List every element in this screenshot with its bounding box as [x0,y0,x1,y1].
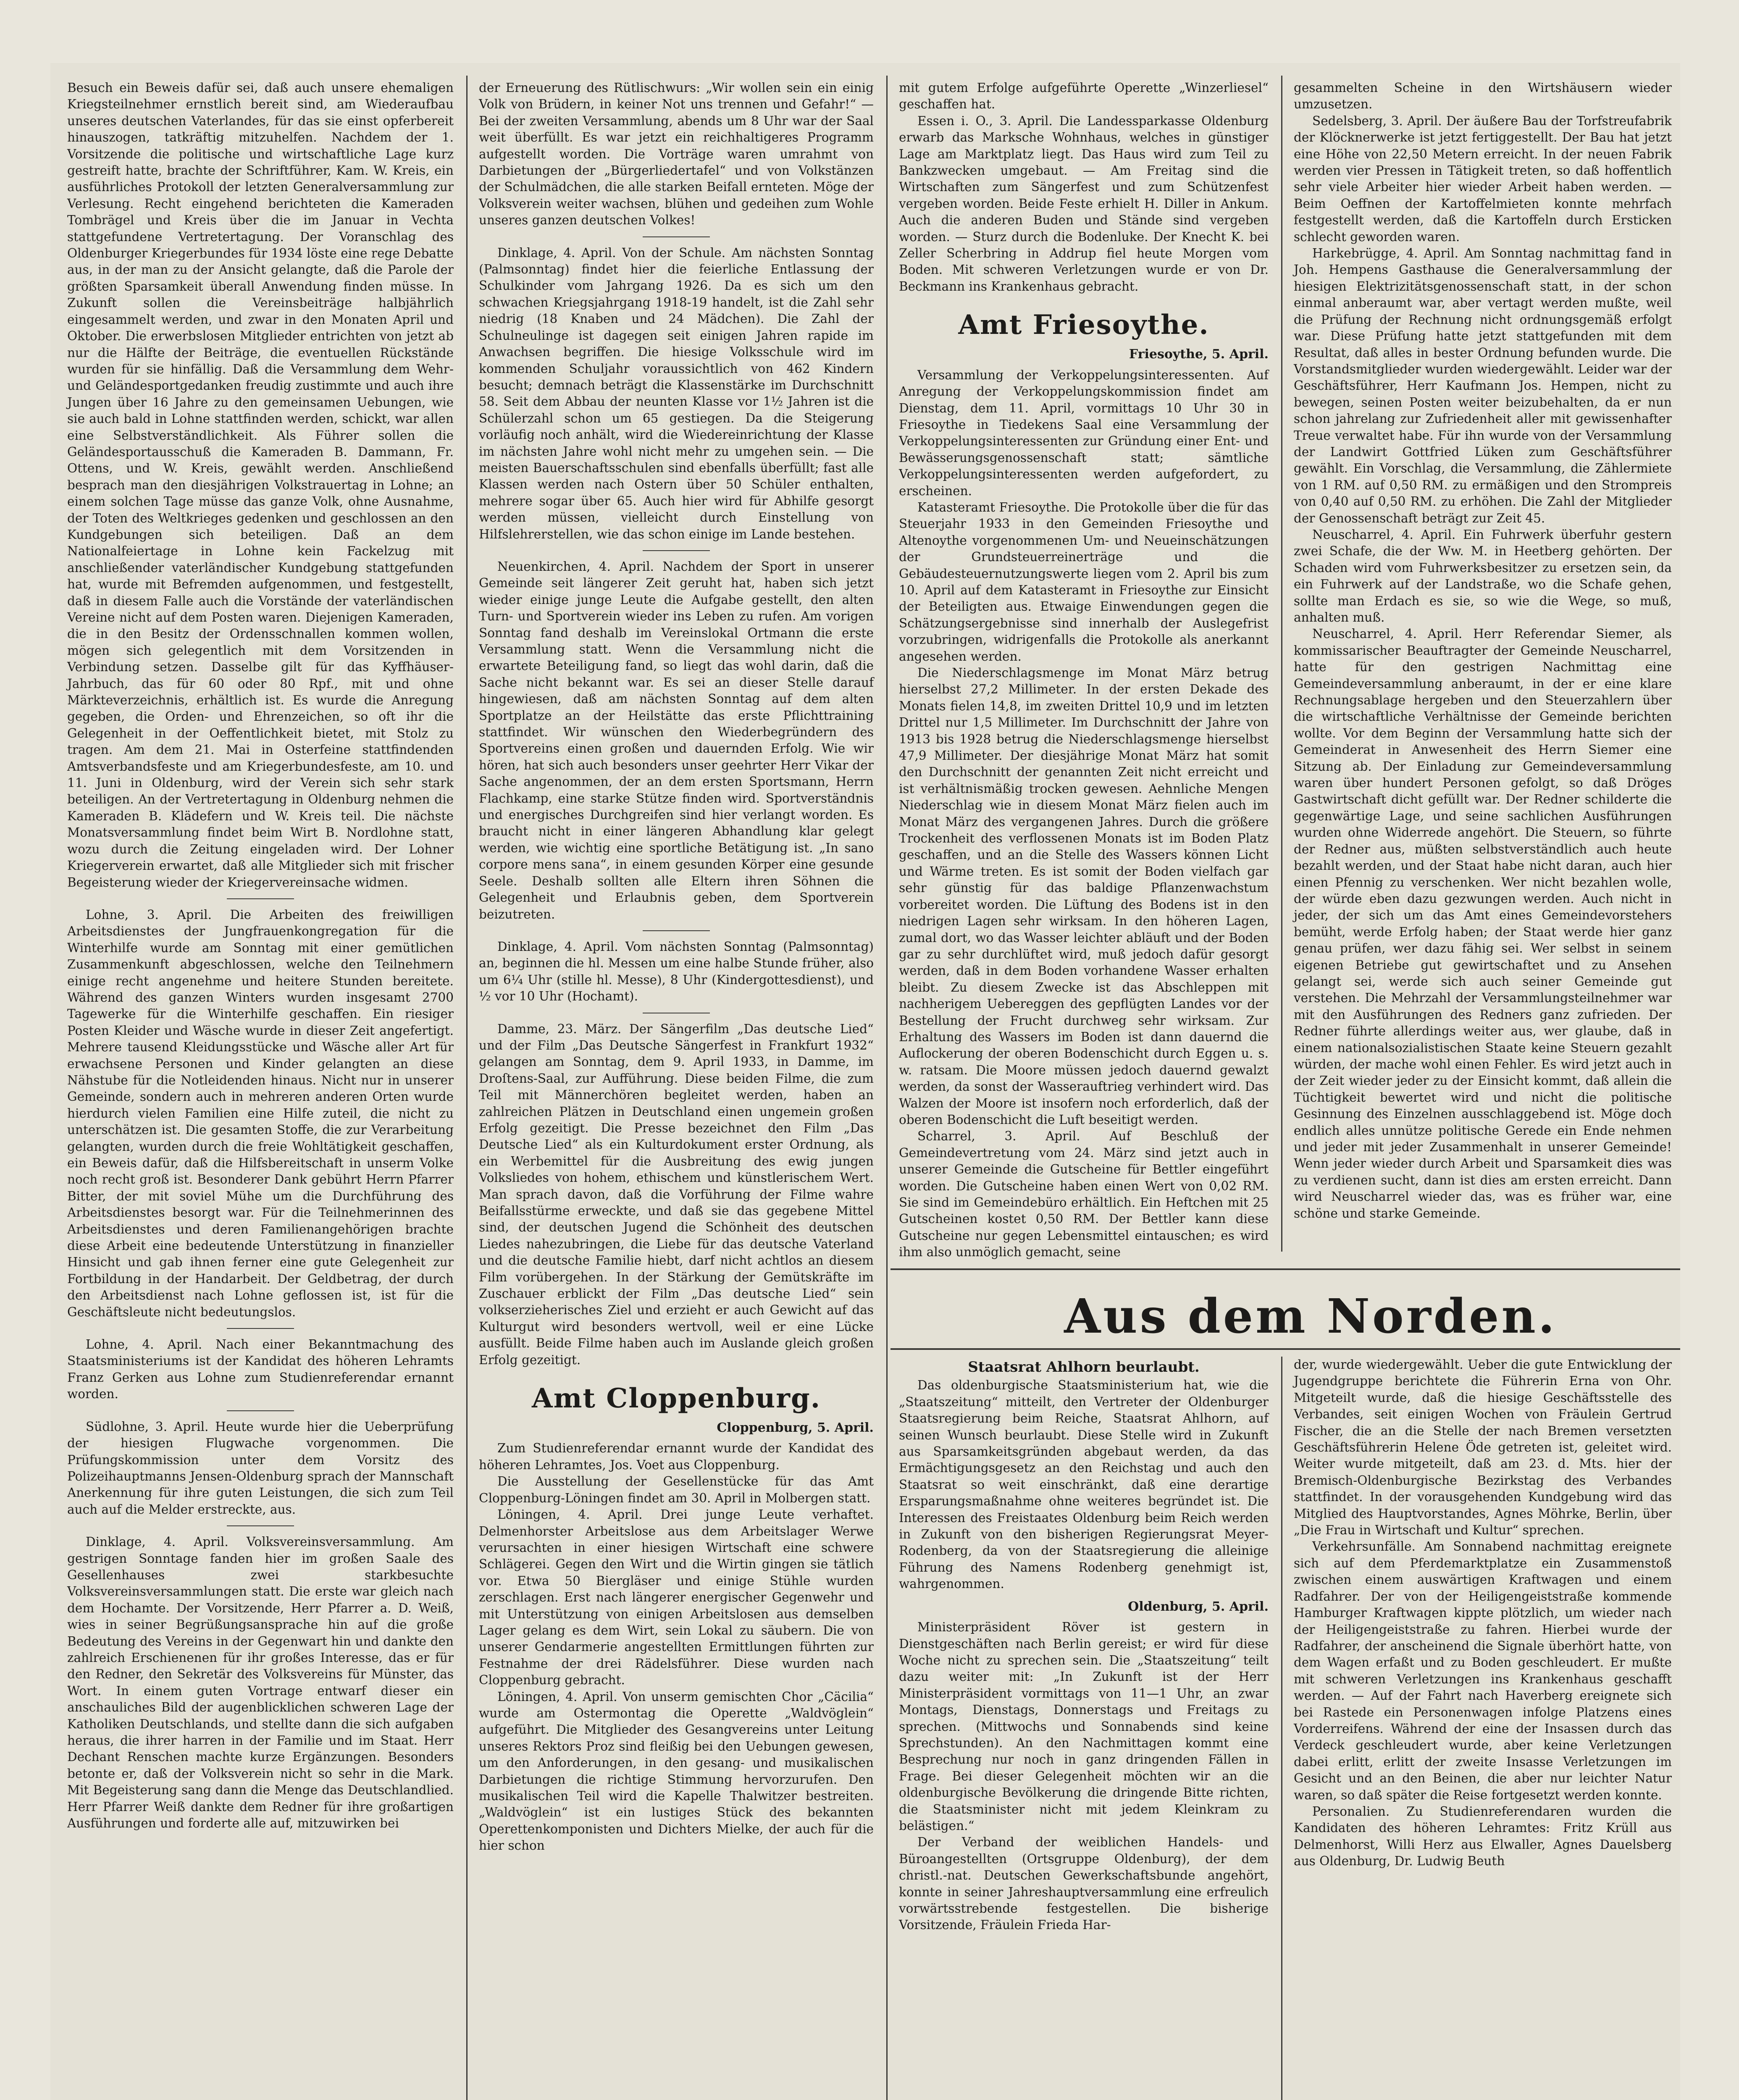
article-sedelsberg: Sedelsberg, 3. April. Der äußere Bau der Torfstreufabrik der Klöcknerwerke ist jetzt fertiggestellt. Der Bau hat jetzt eine Höhe von 22,50 Metern erreicht. In der neuen Fabrik werden vier Pressen in Tätigkeit treten, so daß hoffentlich sehr viele Arbeiter hier wieder Arbeit haben werden. — Beim Oeffnen der Kartoffelmieten konnte mehrfach festgestellt werden, daß die Kartoffeln durch Ersticken schlecht geworden waren. [1294,113,1672,244]
column-rule [886,76,888,2100]
article-suedlohne: Südlohne, 3. April. Heute wurde hier die Ueberprüfung der hiesigen Flugwache vorgenommen. Die Prüfungskommission unter dem Vorsitz des Polizeihauptmanns Jensen-Oldenburg sprach der Mannschaft Anerkennung für ihre guten Leistungen, die sich zum Teil auch auf die Melder erstreckte, aus. [67,1419,454,1517]
column-rule [466,76,468,2100]
newspaper-page [50,63,1680,2100]
divider [643,930,710,931]
divider [227,1525,294,1526]
section-rule-bottom [891,1348,1680,1350]
column-1 [67,80,454,2100]
article-cloppenburg-1: Zum Studienreferendar ernannt wurde der Kandidat des höheren Lehramtes, Jos. Voet aus Cloppenburg. [479,1441,874,1472]
column-3 [899,80,1269,1260]
divider [227,1410,294,1411]
article-ahlhorn: Das oldenburgische Staatsministerium hat, wie die „Staatszeitung“ mitteilt, den Vertreter der Oldenburger Staatsregierung beim Reiche, Staatsrat Ahlhorn, auf seinen Wunsch beurlaubt. Diese Stelle wird in Zukunft aus Sparsamkeitsgründen abgebaut werden, da das Ermächtigungsgesetz an den Reichstag und auch den Staatsrat so weit einschränkt, daß eine derartige Ersparungsmaßnahme ohne weiteres begründet ist. Die Interessen des Freistaates Oldenburg beim Reich werden in Zukunft von den bisherigen Regierungsrat Meyer-Rodenberg, da von der Staatsregierung die alleinige Führung des Namens Rodenberg genehmigt ist, wahrgenommen. [899,1378,1269,1591]
article-verband: Der Verband der weiblichen Handels- und Büroangestellten (Ortsgruppe Oldenburg), der dem christl.-nat. Deutschen Gewerkschaftsbunde angehört, konnte in seiner Jahreshauptversammlung eine erfreulich vorwärtsstrebende festgestellen. Die bisherige Vorsitzende, Fräulein Frieda Har- [899,1835,1269,1932]
column-4 [1294,80,1672,1247]
article-scheine: gesammelten Scheine in den Wirtshäusern wieder umzusetzen. [1294,81,1672,112]
column-rule [1281,1357,1282,2100]
norden-column-left [899,1357,1269,2100]
article-krieger: Besuch ein Beweis dafür sei, daß auch unsere ehemaligen Kriegsteilnehmer ernstlich bereit sind, am Wiederaufbau unseres deutschen Vaterlandes, für das sie einst opferbereit hinauszogen, tatkräftig mitzuhelfen. Nachdem der 1. Vorsitzende die politische und wirtschaftliche Lage kurz gestreift hatte, brachte der Schriftführer, Kam. W. Kreis, ein ausführliches Protokoll der letzten Generalversammlung zur Verlesung. Recht eingehend berichteten die Kameraden Tombrägel und Kreis über die im Januar in Vechta stattgefundene Vertretertagung. Der Voranschlag des Oldenburger Kriegerbundes für 1934 löste eine rege Debatte aus, in der man zu der Ansicht gelangte, daß die Parole der größten Sparsamkeit überall Anwendung finden müsse. In Zukunft sollen die Vereinsbeiträge halbjährlich eingesammelt werden, und zwar in den Monaten April und Oktober. Die erwerbslosen Mitglieder entrichten von jetzt ab nur die Hälfte der Beiträge, die eventuellen Rückstände wurden für sie hinfällig. Daß die Versammlung dem Wehr- und Geländesportgedanken freudig zustimmte und auch ihre Jungen über 16 Jahre zu den gemeinsamen Uebungen, wie sie auch bald in Lohne stattfinden werden, schickt, war allen eine Selbstverständlichkeit. Als Führer sollen die Geländesportausschuß die Kameraden B. Dammann, Fr. Ottens, und W. Kreis, gewählt werden. Anschließend besprach man den diesjährigen Volkstrauertag in Lohne; an einem solchen Tage müsse das ganze Volk, ohne Ausnahme, der Toten des Weltkrieges gedenken und geschlossen an den Kundgebungen sich beteiligen. Daß an dem Nationalfeiertage in Lohne kein Fackelzug mit anschließender vaterländischer Kundgebung stattgefunden hat, wurde mit Befremden aufgenommen, und festgestellt, daß in diesem Falle auch die Vorstände der vaterländischen Vereine nicht auf dem Posten waren. Diejenigen Kameraden, die in den Besitz der Ordensschnallen kommen wollen, mögen sich gelegentlich mit dem Vorsitzenden in Verbindung setzen. Dasselbe gilt für das Kyffhäuser-Jahrbuch, das für 60 oder 80 Rpf., mit und ohne Märkteverzeichnis, erhältlich ist. Es wurde die Anregung gegeben, die Orden- und Ehrenzeichen, so oft ihr die Gelegenheit in der Oeffentlichkeit bietet, mit Stolz zu tragen. Am dem 21. Mai in Osterfeine stattfindenden Amtsverbandsfeste und am Kriegerbundesfeste, am 10. und 11. Juni in Oldenburg, wird der Verein sich sehr stark beteiligen. An der Vertretertagung in Oldenburg nehmen die Kameraden B. Klädefern und W. Kreis teil. Die nächste Monatsversammlung findet beim Wirt B. Nordlohne statt, wozu durch die Zeitung eingeladen wird. Der Lohner Kriegerverein erwartet, daß alle Mitglieder sich mit frischer Begeisterung wieder der Kriegervereinsache widmen. [67,81,454,890]
article-loeningen-chor: Löningen, 4. April. Von unserm gemischten Chor „Cäcilia“ wurde am Ostermontag die Operette „Waldvöglein“ aufgeführt. Die Mitglieder des Gesangvereins unter Leitung unseres Rektors Proz sind fleißig bei den Uebungen gewesen, um den Anforderungen, in den gesang- und musikalischen Darbietungen die richtige Stimmung hervorzurufen. Den musikalischen Teil wird die Kapelle Thalwitzer bestreiten. „Waldvöglein“ ist ein lustiges Stück des bekannten Operettenkomponisten und Dichters Mielke, der auch für die hier schon [479,1689,874,1853]
section-rule-top [891,1268,1680,1270]
divider [643,236,710,237]
article-scharrel: Scharrel, 3. April. Auf Beschluß der Gemeindevertretung vom 24. März sind jetzt auch in unserer Gemeinde die Gutscheine für Bettler eingeführt worden. Die Gutscheine haben einen Wert von 0,02 RM. Sie sind im Gemeindebüro erhältlich. Ein Heftchen mit 25 Gutscheinen kostet 0,50 RM. Der Bettler kann diese Gutscheine nur gegen Lebensmittel eintauschen; es wird ihm also unmöglich gemacht, seine [899,1129,1269,1260]
article-neuenkirchen: Neuenkirchen, 4. April. Nachdem der Sport in unserer Gemeinde seit längerer Zeit geruht hat, haben sich jetzt wieder einige junge Leute die Aufgabe gestellt, den alten Turn- und Sportverein wieder ins Leben zu rufen. Am vorigen Sonntag fand deshalb im Vereinslokal Ortmann die erste Versammlung statt. Wenn die Versammlung nicht die erwartete Beteiligung fand, so liegt das wohl darin, daß die Sache nicht bekannt war. Es sei an dieser Stelle darauf hingewiesen, daß am nächsten Sonntag auf dem alten Sportplatze an der Heilstätte das erste Pflichttraining stattfindet. Wir wünschen den Wiederbegründern des Sportvereins einen großen und dauernden Erfolg. Wie wir hören, hat sich auch besonders unser geehrter Herr Vikar der Sache angenommen, der an dem ersten Sportsmann, Herrn Flachkamp, eine starke Stütze finden wird. Sportverständnis und energisches Durchgreifen sind hier verlangt worden. Es braucht nicht in einer längeren Abhandlung klar gelegt werden, wie wichtig eine sportliche Betätigung ist. „In sano corpore mens sana“, in einem gesunden Körper eine gesunde Seele. Deshalb sollten alle Eltern ihren Söhnen die Gelegenheit und Erlaubnis geben, dem Sportverein beizutreten. [479,559,874,921]
divider [227,898,294,899]
divider [227,1328,294,1329]
article-niederschlag: Die Niederschlagsmenge im Monat März betrug hierselbst 27,2 Millimeter. In der ersten Dekade des Monats fielen 14,8, im zweiten Drittel 10,9 und im letzten Drittel nur 1,5 Millimeter. Im Durchschnitt der Jahre von 1913 bis 1928 betrug die Niederschlagsmenge hierselbst 47,9 Millimeter. Der diesjährige Monat März hat somit den Durchschnitt der genannten Zeit nicht erreicht und ist verhältnismäßig trocken gewesen. Aehnliche Mengen Niederschlag wie in diesem Monat März fielen auch im Monat März des vergangenen Jahres. Durch die größere Trockenheit des verflossenen Monats ist im Boden Platz geschaffen, und an die Stelle des Wassers können Licht und Wärme treten. Es ist somit der Boden vielfach gar sehr günstig für das baldige Pflanzenwachstum vorbereitet worden. Die Lüftung des Bodens ist in den niedrigen Lagen sehr wirksam. In den höheren Lagen, zumal dort, wo das Wasser leichter abläuft und der Boden gar zu sehr durchlüftet wird, muß jedoch dafür gesorgt werden, daß in dem Boden vorhandene Wasser erhalten bleibt. Zu diesem Zwecke ist das Abschleppen mit nachherigem Uebereggen des gepflügten Landes vor der Bestellung der Frucht durchweg sehr wirksam. Zur Erhaltung des Wassers im Boden ist dann dauernd die Auflockerung der oberen Bodenschicht durch Eggen u. s. w. ratsam. Die Moore müssen jedoch dauernd gewalzt werden, da sonst der Wasserauftrieg verhindert wird. Das Walzen der Moore ist insofern noch erforderlich, daß der oberen Bodenschicht die Luft beseitigt werden. [899,666,1269,1127]
section-heading-cloppenburg: Amt Cloppenburg. [532,1383,821,1415]
article-neuscharrel-fuhrwerk: Neuscharrel, 4. April. Ein Fuhrwerk überfuhr gestern zwei Schafe, die der Ww. M. in Heetberg gehörten. Der Schaden wird vom Fuhrwerksbesitzer zu ersetzen sein, da ein Fuhrwerk auf der Landstraße, wo die Schafe gehen, sollte man Erdach es sie, so wie die Wege, so muß, anhalten muß. [1294,527,1672,625]
dateline-cloppenburg: Cloppenburg, 5. April. [717,1420,874,1436]
norden-column-right [1294,1357,1672,2100]
article-neuscharrel-versammlung: Neuscharrel, 4. April. Herr Referendar Siemer, als kommissarischer Beauftragter der Gemeinde Neuscharrel, hatte für den gestrigen Nachmittag eine Gemeindeversammlung anberaumt, in der er eine klare Rechnungsablage hergeben und den Steuerzahlern über die wirtschaftliche Verhältnisse der Gemeinde berichten wollte. Vor dem Beginn der Versammlung hatte sich der Gemeinderat in Anwesenheit des Herrn Siemer eine Sitzung ab. Der Einladung zur Gemeindeversammlung waren über hundert Personen gefolgt, so daß Dröges Gastwirtschaft dicht gefüllt war. Der Redner schilderte die gegenwärtige Lage, und seine sachlichen Ausführungen wurden ohne Widerrede angehört. Die Steuern, so führte der Redner aus, müßten selbstverständlich auch heute bezahlt werden, und der Staat habe nicht daran, auch hier einen Pfennig zu verschenken. Wer nicht bezahlen wolle, der würde eben dazu gezwungen werden. Auch nicht in jeder, der sich um das Amt eines Gemeindevorstehers bemüht, werde Erfolg haben; der Staat werde hier ganz genau prüfen, wer dazu fähig sei. Wer selbst in seinem eigenen Betriebe gut gewirtschaftet und zu Ansehen gelangt sei, werde sich auch seiner Gemeinde gut verstehen. Die Mehrzahl der Versammlungsteilnehmer war mit den Ausführungen des Redners ganz zufrieden. Der Redner führte allerdings weiter aus, wer glaube, daß in einem nationalsozialistischen Staate keine Steuern gezahlt würden, der mache wohl einen Fehler. Es wird jetzt auch in der Zeit wieder jeder zu der Einsicht kommt, daß allein die Tüchtigkeit bewertet wird und nicht die politische Gesinnung des Einzelnen ausschlaggebend ist. Möge doch endlich alles unnütze politische Gerede ein Ende nehmen und jeder mit jeder Zusammenhalt in unserer Gemeinde! Wenn jeder wieder durch Arbeit und Sparsamkeit dies was zu verdienen sucht, dann ist dies am ersten erreicht. Dann wird Neuscharrel wieder das, was es früher war, eine schöne und starke Gemeinde. [1294,627,1672,1221]
dateline-friesoythe: Friesoythe, 5. April. [1129,347,1269,362]
divider [643,550,710,551]
subhead-ahlhorn: Staatsrat Ahlhorn beurlaubt. [968,1359,1200,1376]
article-dinklage-volksverein: Dinklage, 4. April. Volksvereinsversammlung. Am gestrigen Sonntage fanden hier im großen Saale des Gesellenhauses zwei starkbesuchte Volksvereinsversammlungen statt. Die erste war gleich nach dem Hochamte. Der Vorsitzende, Herr Pfarrer a. D. Weiß, wies in seiner Begrüßungsansprache hin auf die große Bedeutung des Vereins in der Gegenwart hin und dankte den zahlreich Erschienenen für ihr großes Interesse, das er für den Redner, den Sekretär des Volksvereins für Münster, das Wort. In einem guten Vortrage entwarf dieser ein anschauliches Bild der augenblicklichen schweren Lage der Katholiken Deutschlands, und stellte dann die sich aufgaben heraus, die ihrer harren in der Familie und im Staat. Herr Dechant Renschen machte kurze Ergänzungen. Besonders betonte er, daß der Volksverein nicht so sehr in die Mark. Mit Begeisterung sang dann die Menge das Deutschlandlied. Herr Pfarrer Weiß dankte dem Redner für ihre großartigen Ausführungen und forderte alle auf, mitzuwirken bei [67,1535,454,1831]
section-heading-friesoythe: Amt Friesoythe. [958,309,1209,341]
article-dinklage-schule: Dinklage, 4. April. Von der Schule. Am nächsten Sonntag (Palmsonntag) findet hier die feierliche Entlassung der Schulkinder vom Jahrgang 1926. Da es sich um den schwachen Kriegsjahrgang 1918-19 handelt, ist die Zahl sehr niedrig (18 Knaben und 24 Mädchen). Die Zahl der Schulneulinge ist dagegen seit einigen Jahren rapide im Anwachsen begriffen. Die hiesige Volksschule wird im kommenden Schuljahr voraussichtlich von 462 Kindern besucht; demnach beträgt die Klassenstärke im Durchschnitt 58. Seit dem Abbau der neunten Klasse vor 1½ Jahren ist die Schülerzahl schon um 65 gestiegen. Da die Steigerung vorläufig noch anhält, wird die Wiedereinrichtung der Klasse im nächsten Jahre wohl nicht mehr zu umgehen sein. — Die meisten Bauerschaftsschulen sind ebenfalls überfüllt; fast alle Klassen werden nach Ostern über 50 Schüler enthalten, mehrere sogar über 65. Auch hier wird für Abhilfe gesorgt werden müssen, vielleicht durch Einstellung von Hilfslehrerstellen, wie das schon einige im Lande bestehen. [479,245,874,541]
article-loeningen-verhaftet: Löningen, 4. April. Drei junge Leute verhaftet. Delmenhorster Arbeitslose aus dem Arbeitslager Werwe verursachten in einer hiesigen Wirtschaft eine schwere Schlägerei. Gegen den Wirt und die Wirtin gingen sie tätlich vor. Etwa 50 Biergläser und einige Stühle wurden zerschlagen. Erst nach längerer energischer Gegenwehr und mit Unterstützung von einigen Arbeitslosen aus demselben Lager gelang es dem Wirt, sein Lokal zu säubern. Die von unserer Gendarmerie angestellten Ermittlungen führten zur Festnahme der drei Rädelsführer. Diese wurden nach Cloppenburg gebracht. [479,1507,874,1688]
article-ruetli: der Erneuerung des Rütlischwurs: „Wir wollen sein ein einig Volk von Brüdern, in keiner Not uns trennen und Gefahr!“ — Bei der zweiten Versammlung, abends um 8 Uhr war der Saal weit überfüllt. Es war jetzt ein reichhaltigeres Programm aufgestellt worden. Die Vorträge waren umrahmt von Darbietungen der „Bürgerliedertafel“ und von Volkstänzen der Schulmädchen, die alle starken Beifall ernteten. Möge der Volksverein weiter wachsen, blühen und gedeihen zum Wohle unseres ganzen deutschen Volkes! [479,81,874,228]
dateline-oldenburg: Oldenburg, 5. April. [1128,1599,1269,1614]
column-2 [479,80,874,2100]
article-essen: Essen i. O., 3. April. Die Landessparkasse Oldenburg erwarb das Marksche Wohnhaus, welches in günstiger Lage am Marktplatz liegt. Das Haus wird zum Teil zu Bankzwecken umgebaut. — Am Freitag sind die Wirtschaften zum Sängerfest und zum Schützenfest vergeben worden. Beide Feste erhielt H. Diller in Ankum. Auch die anderen Buden und Stände sind vergeben worden. — Sturz durch die Bodenluke. Der Knecht K. bei Zeller Scherbring in Addrup fiel heute Morgen vom Boden. Mit schweren Verletzungen wurde er von Dr. Beckmann ins Krankenhaus gebracht. [899,113,1269,294]
article-verband-cont: der, wurde wiedergewählt. Ueber die gute Entwicklung der Jugendgruppe berichtete die Führerin Erna von Ohr. Mitgeteilt wurde, daß die hiesige Geschäftsstelle des Verbandes, seit einigen Wochen von Fräulein Gertrud Fischer, die an die Stelle der nach Bremen versetzten Geschäftsführerin Helene Öde getreten ist, geleitet wird. Weiter wurde mitgeteilt, daß am 23. d. Mts. hier der Bremisch-Oldenburgische Bezirkstag des Verbandes stattfindet. In der vorausgehenden Kundgebung wird das Mitglied des Hauptvorstandes, Agnes Möhrke, Berlin, über „Die Frau in Wirtschaft und Kultur“ sprechen. [1294,1357,1672,1538]
column-rule [1281,76,1282,1252]
article-verkehrsunfaelle: Verkehrsunfälle. Am Sonnabend nachmittag ereignete sich auf dem Pferdemarktplatze ein Zusammenstoß zwischen einem auswärtigen Kraftwagen und einem Radfahrer. Der von der Heiligengeiststraße kommende Hamburger Kraftwagen kippte plötzlich, um wieder nach der Heiligengeiststraße zu fahren. Hierbei wurde der Radfahrer, der anscheinend die Signale überhört hatte, von dem Wagen erfaßt und zu Boden geschleudert. Er mußte mit schweren Verletzungen ins Krankenhaus geschafft werden. — Auf der Fahrt nach Haverberg ereignete sich bei Rastede ein Personenwagen infolge Platzens eines Vorderreifens. Während der eine der Insassen durch das Verdeck geschleudert wurde, aber keine Verletzungen dabei erlitt, erlitt der zweite Insasse Verletzungen im Gesicht und an den Beinen, die aber nur leichter Natur waren, so daß später die Reise fortgesetzt werden konnte. [1294,1539,1672,1802]
article-roever: Ministerpräsident Röver ist gestern in Dienstgeschäften nach Berlin gereist; er wird für diese Woche nicht zu sprechen sein. Die „Staatszeitung“ teilt dazu weiter mit: „In Zukunft ist der Herr Ministerpräsident vormittags von 11—1 Uhr, an zwar Montags, Dienstags, Donnerstags und Freitags zu sprechen. (Mittwochs und Sonnabends sind keine Sprechstunden). An den Nachmittagen kommt eine Besprechung nur noch in ganz dringenden Fällen in Frage. Bei dieser Gelegenheit möchten wir an die oldenburgische Bevölkerung die dringende Bitte richten, die Staatsminister nicht mit jedem Kleinkram zu belästigen.“ [899,1620,1269,1833]
article-katasteramt: Katasteramt Friesoythe. Die Protokolle über die für das Steuerjahr 1933 in den Gemeinden Friesoythe und Altenoythe vorgenommenen Um- und Neueinschätzungen der Grundsteuerreinerträge und die Gebäudesteuernutzungswerte liegen vom 2. April bis zum 10. April auf dem Katasteramt in Friesoythe zur Einsicht der Beteiligten aus. Etwaige Einwendungen gegen die Schätzungsergebnisse sind innerhalb der Auslegefrist vorzubringen, widrigenfalls die Protokolle als anerkannt angesehen werden. [899,500,1269,664]
article-lohne-gerken: Lohne, 4. April. Nach einer Bekanntmachung des Staatsministeriums ist der Kandidat des höheren Lehramts Franz Gerken aus Lohne zum Studienreferendar ernannt worden. [67,1337,454,1402]
article-personalien: Personalien. Zu Studienreferendaren wurden die Kandidaten des höheren Lehramtes: Fritz Krüll aus Delmenhorst, Willi Herz aus Elwaller, Agnes Dauelsberg aus Oldenburg, Dr. Ludwig Beuth [1294,1804,1672,1869]
article-damme-film: Damme, 23. März. Der Sängerfilm „Das deutsche Lied“ und der Film „Das Deutsche Sängerfest in Frankfurt 1932“ gelangen am Sonntag, dem 9. April 1933, in Damme, im Droſtens-Saal, zur Aufführung. Diese beiden Filme, die zum Teil mit Männerchören begleitet werden, haben an zahlreichen Plätzen in Deutschland einen ungemein großen Erfolg gezeitigt. Die Presse bezeichnet den Film „Das Deutsche Lied“ als ein Kulturdokument erster Ordnung, als ein Werbemittel für die Ausbreitung des ewig jungen Volksliedes von hohem, ethischem und künstlerischem Wert. Man sprach davon, daß die Vorführung der Filme wahre Beifallsstürme erweckte, und daß sie das gegebene Mittel sind, der deutschen Jugend die Schönheit des deutschen Liedes nahezubringen, die Liebe für das deutsche Vaterland und die deutsche Familie hiebt, darf nicht achtlos an diesem Film vorübergehen. In der Stärkung der Gemütskräfte im Zuschauer erblickt der Film „Das deutsche Lied“ sein volkserzieherisches Ziel und erzieht er auch Gewicht auf das Kulturgut wird besonders wertvoll, weil er eine Lücke ausfüllt. Beide Filme haben auch im Auslande gleich großen Erfolg gezeitigt. [479,1021,874,1367]
article-lohne-arbeitsdienst: Lohne, 3. April. Die Arbeiten des freiwilligen Arbeitsdienstes der Jungfrauenkongregation für die Winterhilfe wurde am Sonntag mit einer gemütlichen Zusammenkunft abgeschlossen, welche den Teilnehmern einige recht angenehme und heitere Stunden bereitete. Während des ganzen Winters wurden insgesamt 2700 Tagewerke für die Winterhilfe geschaffen. Ein riesiger Posten Kleider und Wäsche wurde in dieser Zeit angefertigt. Mehrere tausend Kleidungsstücke und Wäsche aller Art für erwachsene Personen und Kinder gelangten an diese Nähstube für die Notleidenden hinaus. Nicht nur in unserer Gemeinde, sondern auch in mehreren anderen Orten wurde hierdurch vielen Familien eine Hilfe zuteil, die nicht zu unterschätzen ist. Die gesamten Stoffe, die zur Verarbeitung gelangten, wurden durch die freie Wohltätigkeit geschaffen, ein Beweis dafür, daß die Hilfsbereitschaft in unserm Volke noch recht groß ist. Besonderer Dank gebührt Herrn Pfarrer Bitter, der mit soviel Mühe um die Durchführung des Arbeitsdienstes besorgt war. Für die Teilnehmerinnen des Arbeitsdienstes und deren Familienangehörigen brachte diese Arbeit eine bedeutende Unterstützung in finanzieller Hinsicht und gab ihnen ferner eine gute Gelegenheit zur Fortbildung in der Handarbeit. Der Geldbetrag, der durch den Arbeitsdienst nach Lohne geflossen ist, ist für die Geschäftsleute nicht bedeutungslos. [67,907,454,1319]
article-winzerliesel: mit gutem Erfolge aufgeführte Operette „Winzerliesel“ geschaffen hat. [899,81,1269,112]
article-verkoppelung: Versammlung der Verkoppelungsinteressenten. Auf Anregung der Verkoppelungskommission findet am Dienstag, dem 11. April, vormittags 10 Uhr 30 in Friesoythe in Tiedekens Saal eine Versammlung der Verkoppelungsinteressenten zur Gründung einer Ent- und Bewässerungsgenossenschaft statt; sämtliche Verkoppelungsinteressenten werden aufgefordert, zu erscheinen. [899,368,1269,498]
article-dinklage-messen: Dinklage, 4. April. Vom nächsten Sonntag (Palmsonntag) an, beginnen die hl. Messen um eine halbe Stunde früher, also um 6¼ Uhr (stille hl. Messe), 8 Uhr (Kindergottesdienst), und ½ vor 10 Uhr (Hochamt). [479,939,874,1004]
article-cloppenburg-2: Die Ausstellung der Gesellenstücke für das Amt Cloppenburg-Löningen findet am 30. April in Molbergen statt. [479,1474,874,1505]
article-harkebruegge: Harkebrügge, 4. April. Am Sonntag nachmittag fand in Joh. Hempens Gasthause die Generalversammlung der hiesigen Elektrizitätsgenossenschaft statt, in der schon einmal anberaumt war, aber vertagt werden mußte, weil die Prüfung der Rechnung nicht ordnungsgemäß erfolgt war. Diese Prüfung hatte jetzt stattgefunden mit dem Resultat, daß alles in bester Ordnung befunden wurde. Die Vorstandsmitglieder wurden wiedergewählt. Leider war der Geschäftsführer, Herr Kaufmann Jos. Hempen, nicht zu bewegen, seinen Posten weiter beizubehalten, da er nun schon jahrelang zur Zufriedenheit aller mit gewissenhafter Treue verwaltet habe. Für ihn wurde von der Versammlung der Landwirt Gottfried Lüken zum Geschäftsführer gewählt. Ein Vorschlag, die Versammlung, die Zählermiete von 1 RM. auf 0,50 RM. zu ermäßigen und den Strompreis von 0,40 auf 0,50 RM. zu erhöhen. Die Zahl der Mitglieder der Genossenschaft beträgt zur Zeit 45. [1294,246,1672,525]
section-heading-norden: Aus dem Norden. [1064,1289,1557,1344]
